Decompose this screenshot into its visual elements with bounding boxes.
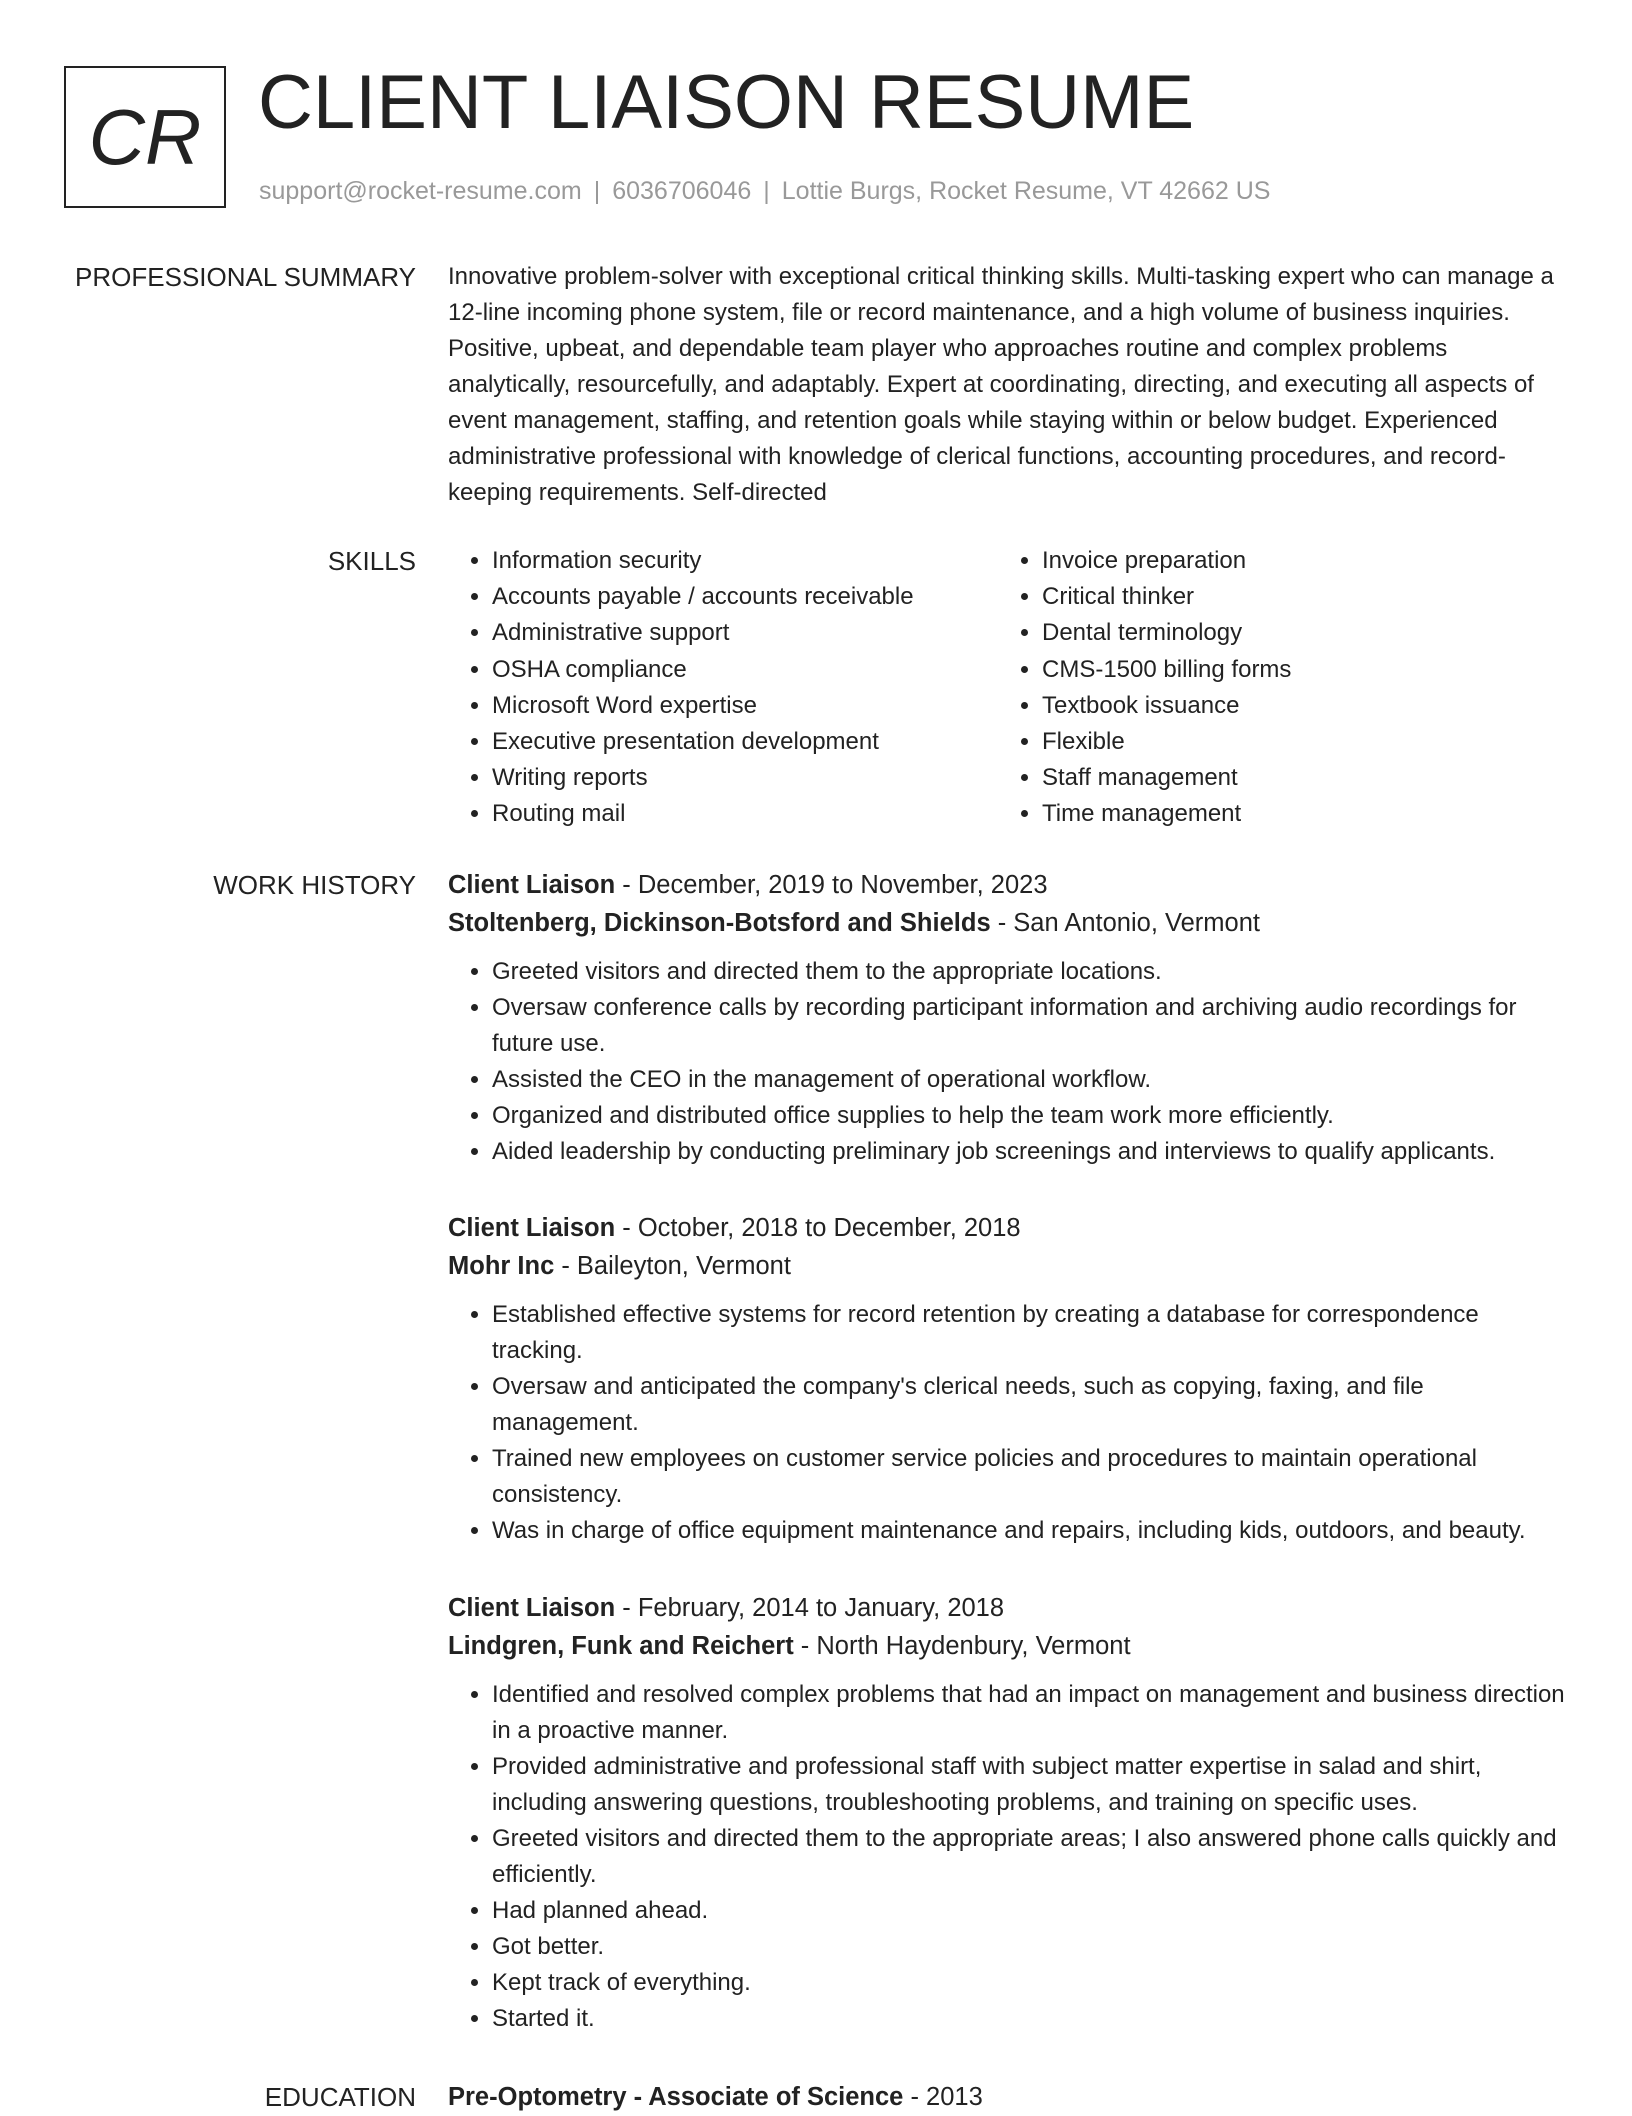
skills-list bbox=[448, 543, 1568, 833]
contact-address: Lottie Burgs, Rocket Resume, VT 42662 US bbox=[781, 177, 1271, 205]
skills-heading: SKILLS bbox=[327, 546, 416, 576]
job-duty: • Got better. bbox=[492, 1929, 1568, 1965]
skill-item: • Textbook issuance bbox=[1042, 688, 1291, 724]
job-duty: • Greeted visitors and directed them to the appropriate locations. bbox=[492, 954, 1568, 990]
contact-info bbox=[259, 175, 1270, 207]
job-company: Stoltenberg, Dickinson-Botsford and Shields bbox=[448, 909, 991, 937]
contact-email[interactable]: support@rocket-resume.com bbox=[259, 177, 582, 205]
job-duty: • Provided administrative and professional staff with subject matter expertise in salad and shirt, including answering questions, troubleshooting problems, and training on specific uses. bbox=[492, 1749, 1568, 1821]
skill-item: • Routing mail bbox=[492, 796, 998, 832]
skill-item: • CMS-1500 billing forms bbox=[1042, 652, 1291, 688]
job-company: Mohr Inc bbox=[448, 1252, 555, 1280]
job-dates: - December, 2019 to November, 2023 bbox=[615, 871, 1048, 899]
job-duties bbox=[448, 954, 1568, 1170]
job-entry bbox=[448, 1589, 1568, 2037]
work-history-heading: WORK HISTORY bbox=[213, 870, 416, 900]
job-entry bbox=[448, 866, 1568, 1170]
skill-item: • Writing reports bbox=[492, 760, 998, 796]
job-dates: - February, 2014 to January, 2018 bbox=[615, 1594, 1005, 1622]
job-title-line bbox=[448, 1589, 1568, 1627]
job-location: - North Haydenbury, Vermont bbox=[793, 1632, 1131, 1660]
job-duty: • Started it. bbox=[492, 2001, 1568, 2037]
job-entry bbox=[448, 1209, 1568, 1549]
job-duty: • Organized and distributed office supplies to help the team work more efficiently. bbox=[492, 1098, 1568, 1134]
education-entry bbox=[448, 2078, 1568, 2116]
skills-column-2 bbox=[998, 543, 1291, 833]
job-duty: • Trained new employees on customer service policies and procedures to maintain operational consistency. bbox=[492, 1441, 1568, 1513]
monogram-logo: CR bbox=[64, 66, 226, 208]
resume-title: CLIENT LIAISON RESUME bbox=[258, 60, 1195, 145]
education-year: - 2013 bbox=[903, 2083, 983, 2111]
job-duty: • Assisted the CEO in the management of operational workflow. bbox=[492, 1062, 1568, 1098]
job-duty: • Identified and resolved complex problems that had an impact on management and business direction in a proactive manner. bbox=[492, 1677, 1568, 1749]
job-duty: • Oversaw conference calls by recording participant information and archiving audio recordings for future use. bbox=[492, 990, 1568, 1062]
job-dates: - October, 2018 to December, 2018 bbox=[615, 1214, 1021, 1242]
job-title: Client Liaison bbox=[448, 871, 616, 899]
job-title-line bbox=[448, 866, 1568, 904]
skill-item: • Time management bbox=[1042, 796, 1291, 832]
job-duty: • Had planned ahead. bbox=[492, 1893, 1568, 1929]
skill-item: • Staff management bbox=[1042, 760, 1291, 796]
job-company: Lindgren, Funk and Reichert bbox=[448, 1632, 794, 1660]
education-degree: Pre-Optometry - Associate of Science bbox=[448, 2083, 904, 2111]
job-duty: • Was in charge of office equipment maintenance and repairs, including kids, outdoors, and beauty. bbox=[492, 1513, 1568, 1549]
skill-item: • Critical thinker bbox=[1042, 579, 1291, 615]
skill-item: • Administrative support bbox=[492, 615, 998, 651]
skills-column-1 bbox=[448, 543, 998, 833]
job-title: Client Liaison bbox=[448, 1214, 616, 1242]
job-duty: • Kept track of everything. bbox=[492, 1965, 1568, 2001]
skill-item: • Microsoft Word expertise bbox=[492, 688, 998, 724]
contact-phone[interactable]: 6036706046 bbox=[612, 177, 752, 205]
skill-item: • Accounts payable / accounts receivable bbox=[492, 579, 998, 615]
job-duty: • Established effective systems for record retention by creating a database for correspondence tracking. bbox=[492, 1297, 1568, 1369]
job-location: - Baileyton, Vermont bbox=[554, 1252, 791, 1280]
skill-item: • Invoice preparation bbox=[1042, 543, 1291, 579]
skill-item: • Dental terminology bbox=[1042, 615, 1291, 651]
summary-heading: PROFESSIONAL SUMMARY bbox=[75, 262, 416, 292]
job-duty: • Oversaw and anticipated the company's clerical needs, such as copying, faxing, and file management. bbox=[492, 1369, 1568, 1441]
job-duties bbox=[448, 1297, 1568, 1549]
job-title: Client Liaison bbox=[448, 1594, 616, 1622]
skill-item: • OSHA compliance bbox=[492, 652, 998, 688]
summary-text: Innovative problem-solver with exceptional critical thinking skills. Multi-tasking expert who can manage a 12-line incoming phone system, file or record maintenance, and a high volume of business inquiries. Positive, upbeat, and dependable team player who approaches routine and complex problems analytically, resourcefully, and adaptably. Expert at coordinating, directing, and executing all aspects of event management, staffing, and retention goals while staying within or below budget. Experienced administrative professional with knowledge of clerical functions, accounting procedures, and record-keeping requirements. Self-directed bbox=[448, 263, 1554, 506]
job-duty: • Greeted visitors and directed them to the appropriate areas; I also answered phone calls quickly and efficiently. bbox=[492, 1821, 1568, 1893]
job-company-line bbox=[448, 904, 1568, 942]
job-company-line bbox=[448, 1247, 1568, 1285]
education-heading: EDUCATION bbox=[264, 2082, 416, 2112]
job-company-line bbox=[448, 1627, 1568, 1665]
job-location: - San Antonio, Vermont bbox=[990, 909, 1260, 937]
skill-item: • Flexible bbox=[1042, 724, 1291, 760]
skill-item: • Executive presentation development bbox=[492, 724, 998, 760]
job-duties bbox=[448, 1677, 1568, 2037]
skill-item: • Information security bbox=[492, 543, 998, 579]
contact-separator: | bbox=[763, 177, 770, 205]
job-duty: • Aided leadership by conducting preliminary job screenings and interviews to qualify applicants. bbox=[492, 1134, 1568, 1170]
contact-separator: | bbox=[593, 177, 601, 205]
job-title-line bbox=[448, 1209, 1568, 1247]
